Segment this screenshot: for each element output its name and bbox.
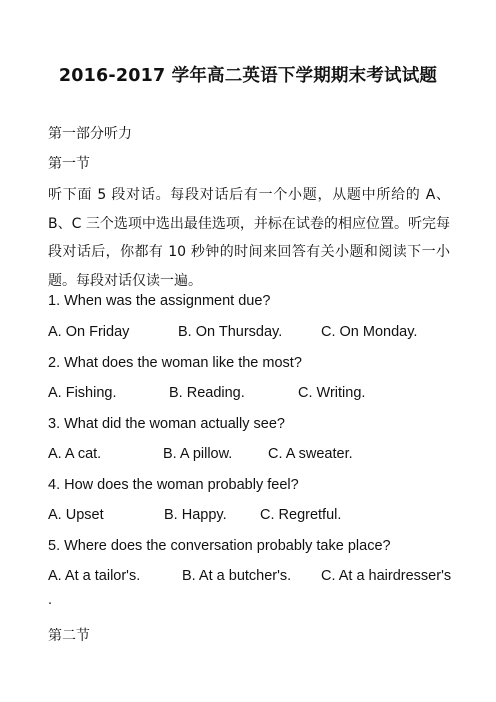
question-1-option-b: B. On Thursday.: [178, 324, 283, 340]
question-2-option-b: B. Reading.: [169, 385, 245, 401]
question-3: 3. What did the woman actually see?: [48, 416, 285, 432]
question-1: 1. When was the assignment due?: [48, 293, 271, 309]
question-2-option-a: A. Fishing.: [48, 385, 117, 401]
question-3-option-c: C. A sweater.: [268, 446, 353, 462]
question-3-option-b: B. A pillow.: [163, 446, 233, 462]
question-4: 4. How does the woman probably feel?: [48, 477, 299, 493]
question-4-option-a: A. Upset: [48, 507, 104, 523]
question-3-option-a: A. A cat.: [48, 446, 102, 462]
question-4-option-b: B. Happy.: [164, 507, 227, 523]
question-5-option-a: A. At a tailor's.: [48, 568, 141, 584]
page-title: 2016-2017 学年高二英语下学期期末考试试题: [58, 66, 438, 86]
instructions-paragraph: 听下面 5 段对话。每段对话后有一个小题，从题中所给的 A、B、C 三个选项中选出最佳选项，并标在试卷的相应位置。听完每段对话后，你都有 10 秒钟的时间来回答有关小题和阅读下一小题。每段对话仅读一遍。: [48, 187, 450, 289]
section-heading: 第一节: [48, 156, 90, 172]
part-heading: 第一部分听力: [48, 126, 132, 142]
question-5-option-c: C. At a hairdresser's: [321, 568, 452, 584]
question-2-option-c: C. Writing.: [298, 385, 366, 401]
question-2: 2. What does the woman like the most?: [48, 355, 302, 371]
question-5: 5. Where does the conversation probably take place?: [48, 538, 391, 554]
question-1-option-c: C. On Monday.: [321, 324, 418, 340]
question-4-option-c: C. Regretful.: [260, 507, 342, 523]
question-5-option-b: B. At a butcher's.: [182, 568, 292, 584]
section-heading-2: 第二节: [48, 628, 90, 644]
question-1-option-a: A. On Friday: [48, 324, 130, 340]
question-5-trailing-punctuation: .: [48, 592, 53, 608]
